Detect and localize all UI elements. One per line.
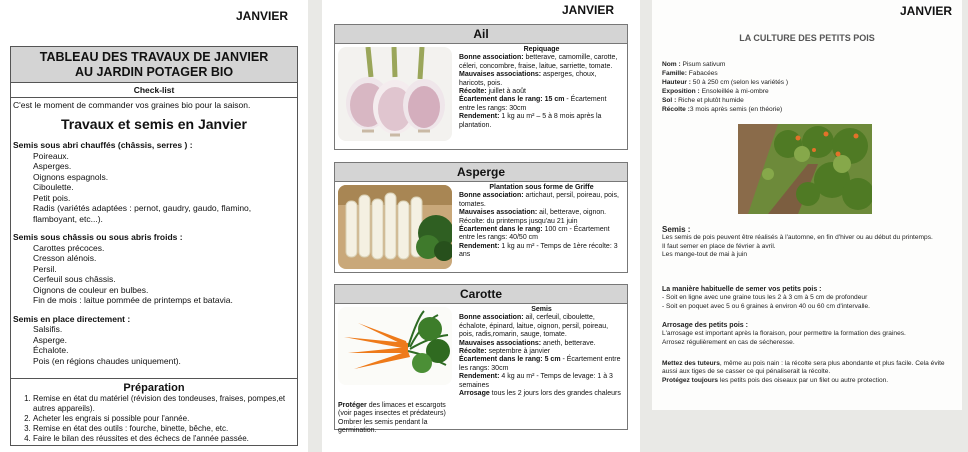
detail-text: aneth, betterave.	[541, 339, 596, 347]
pea-garden-image	[738, 124, 872, 214]
list-item: Échalote.	[33, 345, 69, 355]
fact-line	[662, 87, 958, 96]
detail-text: tous les 2 jours lors des grandes chaleurs	[489, 390, 621, 398]
list-item: Petit pois.	[33, 192, 71, 203]
semis-section-abri-chauffe	[11, 140, 297, 224]
detail-text: ail, cerfeuil, ciboulette, échalote, épinard, laitue, oignon, persil, poireau, pois, radis,romarin, sauge, tomate.	[459, 314, 609, 339]
page-petits-pois	[652, 0, 962, 410]
page-legumes	[322, 0, 640, 452]
detail-text: 1 kg au m² - Temps de 1ère récolte: 3 ans	[459, 242, 618, 259]
paragraph-line	[662, 377, 958, 385]
detail-label: Rendement:	[459, 113, 500, 121]
detail-line	[459, 390, 624, 398]
fact-text: Ensoleillée à mi-ombre	[699, 88, 769, 95]
card-details	[459, 46, 624, 130]
list-item: Cerfeuil sous châssis.	[33, 274, 116, 284]
section-title: Semis en place directement :	[13, 313, 131, 324]
detail-line	[459, 209, 624, 217]
list-item: Asperges.	[33, 161, 72, 171]
fact-label: Récolte :	[662, 106, 690, 113]
detail-label: Mauvaises association:	[459, 209, 538, 217]
preparation-title: Préparation	[123, 382, 185, 394]
travaux-table	[10, 46, 298, 446]
detail-text: juillet à août	[486, 88, 526, 96]
note-label: Protéger	[338, 402, 367, 409]
detail-line	[459, 314, 624, 339]
detail-label: Récolte:	[459, 88, 487, 96]
inline-label: Mettez des tuteurs	[662, 360, 720, 367]
detail-text: ail, betterave, oignon.	[537, 209, 607, 217]
card-subtitle: Plantation sous forme de Griffe	[489, 184, 594, 191]
list-item: Radis (variétés adaptées : pernot, gaudry, gaudo, flamino, flamboyant, etc...).	[33, 203, 252, 224]
detail-text: - Écartement entre les rangs: 30cm	[459, 356, 621, 372]
paragraph-line: Il faut semer en place de février à avril.	[662, 242, 776, 250]
semis-section-en-place	[11, 314, 297, 367]
detail-label: Arrosage	[459, 390, 490, 398]
semis-title: Semis :	[662, 225, 691, 234]
list-item: Cresson alénois.	[33, 253, 97, 263]
fact-text: 50 à 250 cm (selon les variétés )	[690, 79, 789, 86]
detail-label: Bonne association:	[459, 314, 524, 322]
inline-text: , même au pois nain : la récolte sera plus abondante et plus facile. Cela évite aussi aux tiges de se casser ce qui pénaliserait la récolte.	[662, 360, 945, 376]
paragraph-line	[662, 360, 958, 377]
month-label: JANVIER	[900, 4, 953, 18]
detail-label: Rendement:	[459, 373, 500, 381]
title-line-1: TABLEAU DES TRAVAUX DE JANVIER	[39, 50, 269, 64]
paragraph-line: L'arrosage est important après la floraison, pour permettre la formation des graines.	[662, 330, 906, 338]
fact-text: Fabacées	[686, 70, 718, 77]
card-note	[338, 402, 456, 436]
detail-label: Bonne association:	[459, 192, 524, 200]
fact-label: Nom :	[662, 61, 681, 68]
detail-line	[459, 96, 624, 113]
list-item: Persil.	[33, 263, 57, 274]
facts-list	[662, 60, 958, 114]
fact-label: Sol :	[662, 97, 677, 104]
detail-label: Écartement dans le rang: 15 cm	[459, 96, 565, 104]
detail-line	[459, 192, 624, 209]
maniere-title: La manière habituelle de semer vos petits pois :	[662, 286, 822, 293]
list-item: Salsifis.	[33, 324, 63, 334]
carrot-image	[338, 307, 452, 385]
detail-line	[459, 356, 624, 373]
detail-label: Bonne association:	[459, 54, 524, 62]
garlic-image	[338, 47, 452, 141]
detail-text: septembre à janvier	[486, 348, 551, 356]
paragraph-line: Les mange-tout de mai à juin	[662, 251, 748, 259]
card-asperge	[334, 162, 628, 273]
list-item: Oignons espagnols.	[33, 171, 109, 182]
note-text: des limaces et escargots (voir pages insectes et prédateurs) Ombrer les semis pendant la germination.	[338, 402, 446, 435]
inline-text: les petits pois des oiseaux par un filet ou autre protection.	[718, 376, 889, 384]
list-item: Ciboulette.	[33, 182, 74, 192]
detail-line	[459, 373, 624, 390]
table-title	[11, 47, 297, 83]
detail-line	[459, 243, 624, 260]
fact-line	[662, 69, 958, 78]
list-item: 4. Faire le bilan des réussites et des échecs de l'année passée.	[33, 434, 297, 444]
detail-text: 1 kg au m² – 5 à 8 mois après la plantation.	[459, 113, 602, 129]
paragraph-line: - Soit en ligne avec une graine tous les 2 à 3 cm à 5 cm de profondeur	[662, 294, 868, 302]
fact-line	[662, 105, 958, 114]
month-label: JANVIER	[562, 3, 615, 17]
fact-line	[662, 60, 958, 69]
list-item: 3. Remise en état des outils : fourche, binette, bêche, etc.	[33, 424, 297, 434]
detail-text: - Écartement entre les rangs: 30cm	[459, 96, 607, 112]
card-subtitle: Repiquage	[523, 46, 560, 53]
checklist-label: Check-list	[11, 83, 297, 98]
detail-text: artichaut, persil, poireau, pois, tomates.	[459, 192, 619, 208]
fact-text: Riche et plutôt humide	[676, 97, 744, 104]
list-item: 1. Remise en état du matériel (révision des tondeuses, fraises, pompes,et autres appareils).	[33, 394, 297, 414]
detail-text: 4 kg au m² - Temps de levage: 1 à 3 semaines	[459, 373, 613, 389]
detail-label: Écartement dans le rang: 5 cm	[459, 356, 561, 364]
detail-label: Mauvaises associations:	[459, 339, 542, 347]
page-travaux	[0, 0, 308, 452]
semis-block	[662, 226, 958, 260]
detail-label: Rendement:	[459, 242, 500, 250]
detail-text: asperges, choux, haricots, pois.	[459, 71, 597, 87]
card-title: Asperge	[335, 163, 627, 182]
paragraph-line: Les semis de pois peuvent être réalisés à l'automne, en fin d'hiver ou au début du printemps.	[662, 234, 933, 242]
section-title: Semis sous châssis ou sous abris froids :	[13, 232, 183, 242]
semis-section-abri-froid	[11, 232, 297, 306]
detail-line	[459, 340, 624, 348]
detail-line	[459, 54, 624, 71]
detail-text: betterave, camomille, carotte, céleri, concombre, fraise, laitue, sarriette, tomate.	[459, 54, 618, 70]
detail-text: 100 cm - Écartement entre les rangs: 40/50 cm	[459, 226, 610, 242]
detail-line	[459, 218, 624, 226]
month-label: JANVIER	[236, 9, 289, 23]
preparation-section	[11, 378, 297, 445]
section-title: Semis sous abri chauffés (châssis, serres ) :	[13, 140, 193, 150]
intro-text: C'est le moment de commander vos graines bio pour la saison.	[13, 100, 251, 110]
fact-text: Pisum sativum	[680, 61, 726, 68]
card-carotte	[334, 284, 628, 435]
asparagus-image	[338, 185, 452, 269]
maniere-block	[662, 286, 958, 311]
detail-line	[459, 226, 624, 243]
card-title: Carotte	[335, 285, 627, 304]
card-ail	[334, 24, 628, 150]
fact-line	[662, 78, 958, 87]
list-item: 2. Acheter les engrais si possible pour l'année.	[33, 414, 297, 424]
fact-label: Exposition :	[662, 88, 700, 95]
fact-line	[662, 96, 958, 105]
detail-line	[459, 71, 624, 88]
detail-label: Écartement dans le rang:	[459, 226, 543, 234]
card-title: Ail	[335, 25, 627, 44]
list-item: Oignons de couleur en bulbes.	[33, 284, 149, 295]
detail-label: Mauvaises associations:	[459, 71, 542, 79]
fact-label: Hauteur :	[662, 79, 691, 86]
paragraph-line: - Soit en poquet avec 5 ou 6 graines à environ 40 ou 60 cm d'intervalle.	[662, 302, 870, 310]
list-item: Fin de mois : laitue pommée de printemps et batavia.	[33, 295, 233, 305]
inline-label: Protégez toujours	[662, 376, 719, 384]
card-subtitle: Semis	[531, 306, 552, 313]
card-details	[459, 184, 624, 260]
list-item: Pois (en régions chaudes uniquement).	[33, 355, 181, 366]
section-heading: Travaux et semis en Janvier	[61, 116, 247, 132]
article-title: LA CULTURE DES PETITS POIS	[739, 33, 875, 43]
detail-label: Récolte:	[459, 348, 487, 356]
fact-text: 3 mois après semis (en théorie)	[689, 106, 783, 113]
list-item: Asperge.	[33, 334, 68, 345]
fact-label: Famille:	[662, 70, 687, 77]
arrosage-block	[662, 322, 958, 347]
arrosage-title: Arrosage des petits pois :	[662, 322, 748, 329]
tuteurs-block	[662, 360, 958, 385]
title-line-2: AU JARDIN POTAGER BIO	[74, 65, 234, 79]
paragraph-line: Arrosez régulièrement en cas de sécheresse.	[662, 338, 795, 346]
list-item: Poireaux.	[33, 150, 69, 161]
card-details	[459, 306, 624, 398]
list-item: Carottes précoces.	[33, 242, 105, 253]
detail-line	[459, 113, 624, 130]
detail-text: Récolte: du printemps jusqu'au 21 juin	[459, 217, 578, 225]
